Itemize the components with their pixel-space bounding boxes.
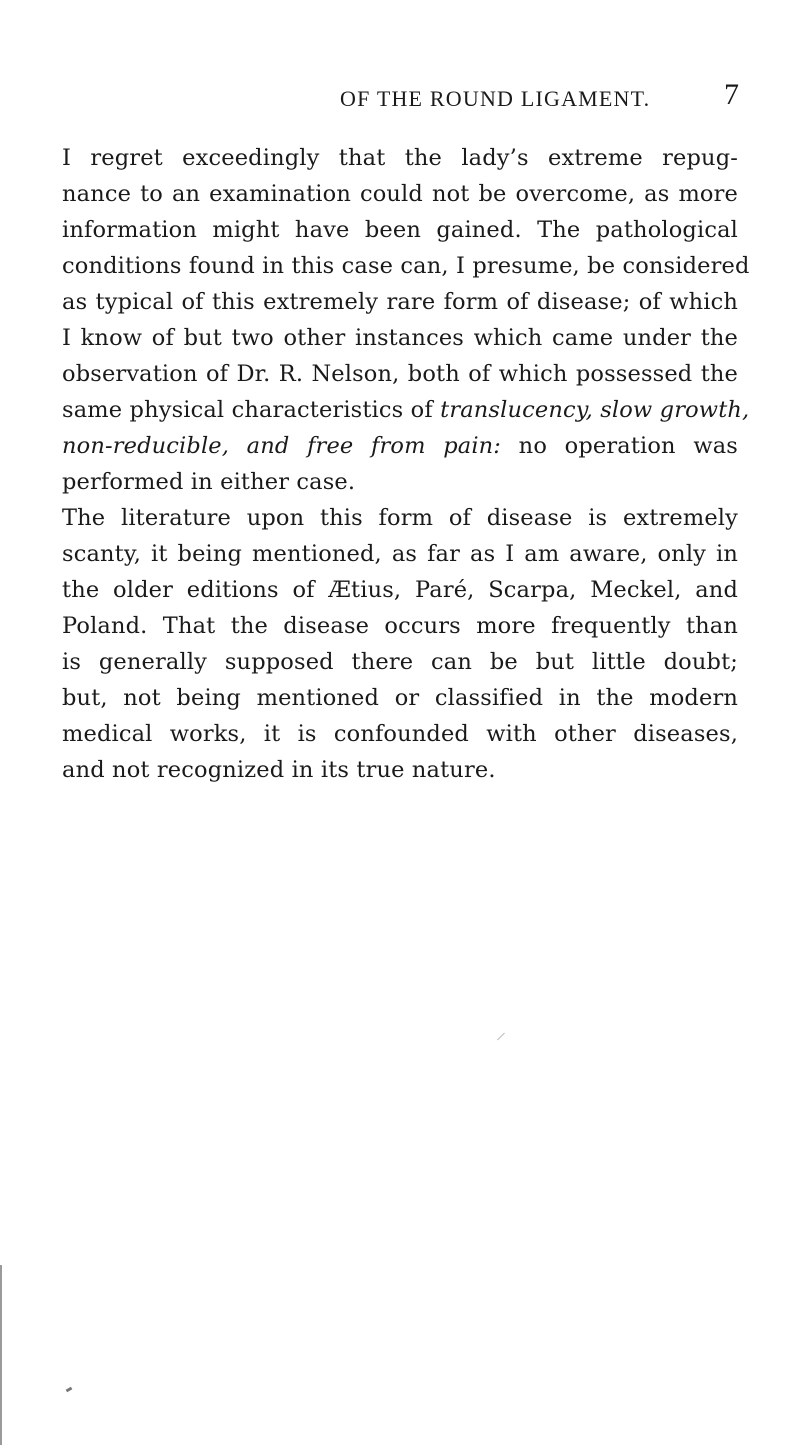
- text-line: I know of but two other instances which came under the: [62, 325, 738, 351]
- text-line: but, not being mentioned or classified in the modern: [62, 685, 738, 711]
- text-line: and not recognized in its true nature.: [62, 757, 496, 783]
- text-line: nance to an examination could not be overcome, as more: [62, 181, 738, 207]
- page-number: 7: [724, 78, 739, 111]
- text-line: The literature upon this form of disease is extremely: [62, 505, 738, 531]
- body-text: [62, 140, 750, 788]
- italic-text-segment: translucency, slow growth,: [440, 397, 750, 423]
- text-line: as typical of this extremely rare form of disease; of which: [62, 289, 738, 315]
- text-line: Poland. That the disease occurs more frequently than: [62, 613, 738, 639]
- text-line: I regret exceedingly that the lady’s extreme repug-: [62, 145, 738, 171]
- ink-speck: [66, 1387, 73, 1393]
- text-line: information might have been gained. The pathological: [62, 217, 738, 243]
- running-head: [0, 78, 800, 126]
- text-line: medical works, it is confounded with other diseases,: [62, 721, 738, 747]
- text-line: observation of Dr. R. Nelson, both of which possessed the: [62, 361, 738, 387]
- page-edge-shadow: [0, 1265, 2, 1445]
- text-line: conditions found in this case can, I presume, be considered: [62, 253, 750, 279]
- ink-speck: [497, 1033, 505, 1041]
- text-line: scanty, it being mentioned, as far as I am aware, only in: [62, 541, 738, 567]
- text-line-mixed: [62, 428, 738, 464]
- text-line: is generally supposed there can be but little doubt;: [62, 649, 738, 675]
- text-segment: same physical characteristics of: [62, 397, 441, 423]
- text-line-mixed: [62, 392, 750, 428]
- italic-text-segment: non-reducible, and free from pain:: [62, 433, 502, 459]
- running-title: OF THE ROUND LIGAMENT.: [340, 86, 651, 111]
- text-line: the older editions of Ætius, Paré, Scarpa, Meckel, and: [62, 577, 738, 603]
- text-segment: no operation was: [501, 433, 738, 459]
- text-line: performed in either case.: [62, 469, 356, 495]
